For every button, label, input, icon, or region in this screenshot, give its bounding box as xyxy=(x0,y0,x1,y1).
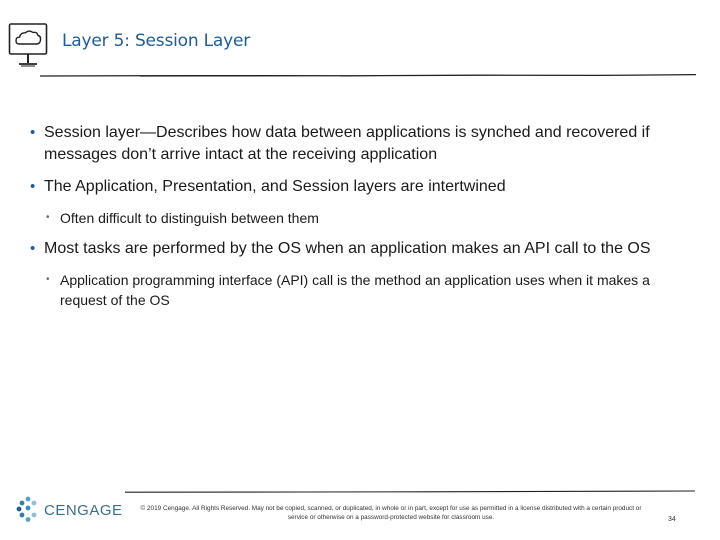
cengage-logo xyxy=(16,496,146,524)
bullet-text: Most tasks are performed by the OS when an application makes an API call to the OS xyxy=(44,240,651,257)
copyright-notice: © 2019 Cengage. All Rights Reserved. May not be copied, scanned, or duplicated, in whole or in part, except for use as permitted in a license distributed with a certain product or service or otherwise on a password-protected website for classroom use. xyxy=(140,505,642,521)
logo-text: CENGAGE xyxy=(44,502,123,519)
sub-bullet-dot-icon: • xyxy=(46,212,50,223)
page-number: 34 xyxy=(668,516,676,523)
sub-bullet-dot-icon: • xyxy=(46,274,50,285)
sub-bullet-text: Often difficult to distinguish between them xyxy=(60,210,319,226)
slide-title: Layer 5: Session Layer xyxy=(62,31,251,51)
bullet-item xyxy=(30,238,690,260)
sub-bullet-item xyxy=(30,208,690,228)
footer-rule xyxy=(125,488,695,496)
bullet-dot-icon: • xyxy=(30,124,36,141)
bullet-item xyxy=(30,176,690,198)
header-rule xyxy=(40,70,696,80)
bullet-text: Session layer—Describes how data between applications is synched and recovered if messages don’t arrive intact at the receiving application xyxy=(44,124,650,163)
bullet-dot-icon: • xyxy=(30,240,36,257)
cengage-logo-icon xyxy=(16,496,40,522)
bullet-list xyxy=(30,122,690,320)
sub-bullet-text: Application programming interface (API) call is the method an application uses when it makes a request of the OS xyxy=(60,272,650,308)
bullet-dot-icon: • xyxy=(30,178,36,195)
bullet-item xyxy=(30,122,690,166)
bullet-text: The Application, Presentation, and Session layers are intertwined xyxy=(44,178,506,195)
cloud-monitor-icon xyxy=(8,22,48,72)
sub-bullet-item xyxy=(30,270,690,310)
